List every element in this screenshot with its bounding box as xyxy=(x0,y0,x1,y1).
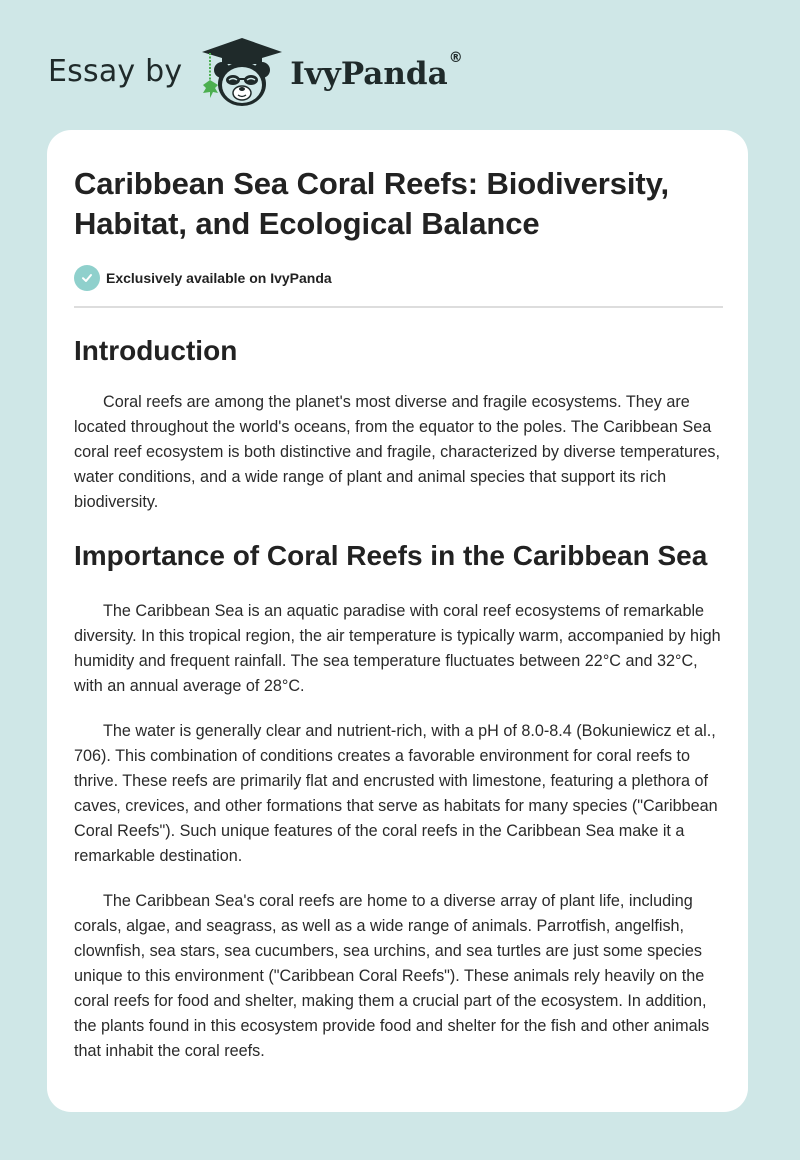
paragraph: The Caribbean Sea's coral reefs are home to a diverse array of plant life, including corals, algae, and seagrass, as well as a wide range of animals. Parrotfish, angelfish, clownfish, sea stars, sea cucumbers, sea urchins, and sea turtles are just some species unique to this environment ("Caribbean Coral Reefs"). These animals rely heavily on the coral reefs for food and shelter, making them a crucial part of the ecosystem. In addition, the plants found in this ecosystem provide food and shelter for the fish and other animals that inhabit the coral reefs. xyxy=(74,892,710,1060)
exclusive-badge xyxy=(74,264,722,292)
brand-name-text: IvyPanda xyxy=(290,56,448,92)
paragraph: Coral reefs are among the planet's most diverse and fragile ecosystems. They are located throughout the world's oceans, from the equator to the poles. The Caribbean Sea coral reef ecosystem is both distinctive and fragile, characterized by diverse temperatures, water conditions, and a wide range of plant and animal species that support its rich biodiversity. xyxy=(74,393,720,511)
section-heading-introduction: Introduction xyxy=(74,335,238,366)
registered-mark: ® xyxy=(448,50,463,66)
essay-card xyxy=(47,130,748,1112)
essay-by-label: Essay by xyxy=(48,53,183,89)
paragraph: The Caribbean Sea is an aquatic paradise with coral reef ecosystems of remarkable diversity. In this tropical region, the air temperature is typically warm, accompanied by high humidity and frequent rainfall. The sea temperature fluctuates between 22°C and 32°C, with an annual average of 28°C. xyxy=(74,602,721,695)
section-heading-importance: Importance of Coral Reefs in the Caribbean Sea xyxy=(74,540,708,571)
paragraph: The water is generally clear and nutrient-rich, with a pH of 8.0-8.4 (Bokuniewicz et al., 706). This combination of conditions creates a favorable environment for coral reefs to thrive. These reefs are primarily flat and encrusted with limestone, featuring a plethora of caves, crevices, and other formations that serve as habitats for many species ("Caribbean Coral Reefs"). Such unique features of the coral reefs in the Caribbean Sea make it a remarkable destination. xyxy=(74,722,718,865)
panda-graduation-cap-icon xyxy=(200,36,284,108)
check-circle-icon xyxy=(74,265,100,291)
essay-title: Caribbean Sea Coral Reefs: Biodiversity, Habitat, and Ecological Balance xyxy=(74,166,669,241)
brand-header xyxy=(48,36,463,108)
title-divider xyxy=(74,306,723,308)
brand-name xyxy=(290,50,463,92)
exclusive-badge-label: Exclusively available on IvyPanda xyxy=(106,270,332,286)
